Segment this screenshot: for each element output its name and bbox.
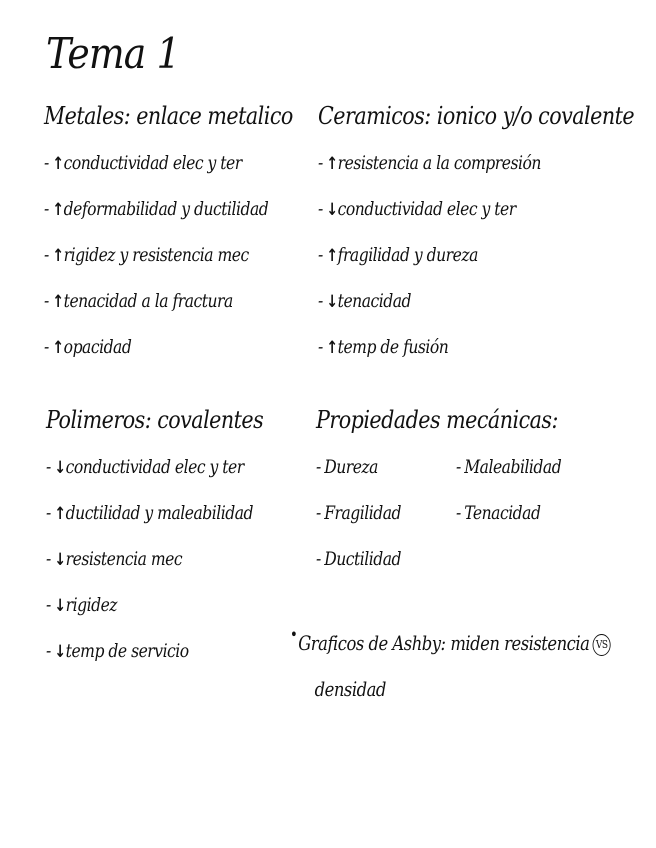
section-ceramicos bbox=[318, 100, 656, 370]
note-line: densidad bbox=[314, 677, 386, 701]
property-list bbox=[318, 140, 656, 370]
list-item: - ↑ductilidad y maleabilidad bbox=[46, 490, 253, 536]
section-heading: Metales: enlace metalico bbox=[44, 102, 293, 130]
arrow-icon: ↓ bbox=[326, 200, 338, 220]
section-metales bbox=[44, 100, 333, 370]
section-heading: Ceramicos: ionico y/o covalente bbox=[318, 102, 635, 130]
list-item: - Fragilidad bbox=[316, 502, 401, 524]
properties-grid bbox=[316, 444, 616, 594]
arrow-icon: ↑ bbox=[52, 246, 64, 266]
arrow-icon: ↑ bbox=[54, 504, 66, 524]
arrow-icon: ↓ bbox=[54, 458, 66, 478]
arrow-icon: ↑ bbox=[52, 338, 64, 358]
section-polimeros bbox=[46, 404, 299, 674]
list-item: - ↑tenacidad a la fractura bbox=[44, 278, 281, 324]
ashby-note bbox=[290, 620, 630, 712]
list-item: - ↑fragilidad y dureza bbox=[318, 232, 619, 278]
arrow-icon: ↓ bbox=[54, 642, 66, 662]
list-item: - ↑deformabilidad y ductilidad bbox=[44, 186, 281, 232]
list-item: - ↓conductividad elec y ter bbox=[46, 444, 253, 490]
list-item: - Tenacidad bbox=[456, 502, 541, 524]
list-item: - ↑conductividad elec y ter bbox=[44, 140, 281, 186]
arrow-icon: ↑ bbox=[326, 154, 338, 174]
property-list bbox=[44, 140, 333, 370]
list-item: - ↑temp de fusión bbox=[318, 324, 619, 370]
list-item: - ↑rigidez y resistencia mec bbox=[44, 232, 281, 278]
vs-circle-icon: VS bbox=[593, 634, 611, 656]
list-item: - Maleabilidad bbox=[456, 456, 562, 478]
list-item: - ↓tenacidad bbox=[318, 278, 619, 324]
note-line: •Graficos de Ashby: miden resistencia VS bbox=[290, 620, 569, 666]
list-item: - ↑resistencia a la compresión bbox=[318, 140, 619, 186]
page-title: Tema 1 bbox=[46, 29, 180, 78]
section-heading: Polimeros: covalentes bbox=[46, 406, 264, 434]
section-propiedades bbox=[316, 404, 616, 594]
arrow-icon: ↑ bbox=[326, 338, 338, 358]
bullet-icon: • bbox=[290, 625, 298, 644]
arrow-icon: ↑ bbox=[52, 292, 64, 312]
list-item: - Ductilidad bbox=[316, 548, 401, 570]
arrow-icon: ↑ bbox=[326, 246, 338, 266]
list-item: - ↓rigidez bbox=[46, 582, 253, 628]
arrow-icon: ↓ bbox=[54, 550, 66, 570]
list-item: - ↓resistencia mec bbox=[46, 536, 253, 582]
properties-left-column bbox=[316, 444, 420, 582]
list-item: - ↓temp de servicio bbox=[46, 628, 253, 674]
property-list bbox=[46, 444, 299, 674]
list-item: - ↓conductividad elec y ter bbox=[318, 186, 619, 232]
arrow-icon: ↑ bbox=[52, 200, 64, 220]
list-item: - ↑opacidad bbox=[44, 324, 281, 370]
properties-right-column bbox=[456, 444, 584, 536]
section-heading: Propiedades mecánicas: bbox=[316, 406, 558, 434]
list-item: - Dureza bbox=[316, 456, 378, 478]
arrow-icon: ↓ bbox=[326, 292, 338, 312]
arrow-icon: ↑ bbox=[52, 154, 64, 174]
arrow-icon: ↓ bbox=[54, 596, 66, 616]
